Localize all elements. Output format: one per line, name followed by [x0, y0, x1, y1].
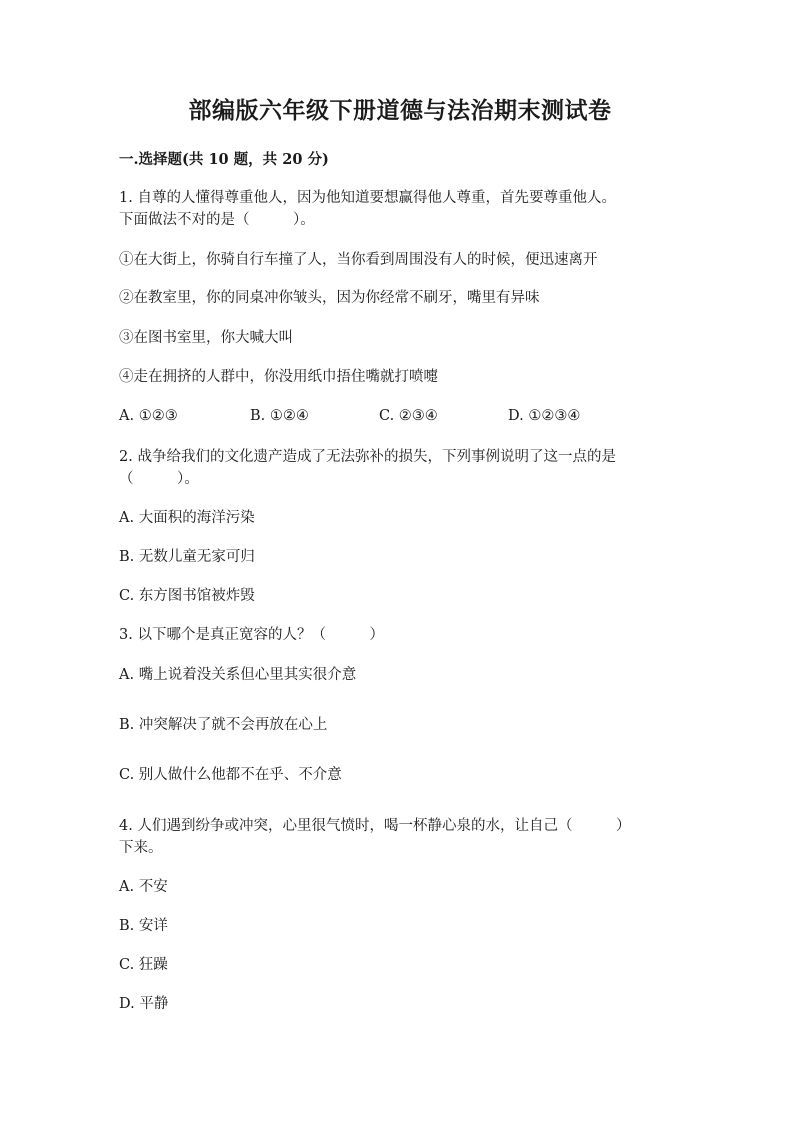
question-2-option-b[interactable]: B. 无数儿童无家可归	[119, 549, 255, 565]
question-2-option-c[interactable]: C. 东方图书馆被炸毁	[119, 588, 255, 604]
question-3-option-a[interactable]: A. 嘴上说着没关系但心里其实很介意	[119, 667, 357, 683]
question-1-statement-3: ③在图书室里，你大喊大叫	[119, 330, 293, 346]
question-4-stem-line-2: 下来。	[119, 840, 163, 856]
section-heading: 一.选择题(共 10 题，共 20 分)	[119, 151, 329, 168]
question-4-option-b[interactable]: B. 安详	[119, 918, 168, 934]
question-2-stem-line-1: 2. 战争给我们的文化遗产造成了无法弥补的损失，下列事例说明了这一点的是	[119, 449, 616, 465]
question-1-stem-line-1: 1. 自尊的人懂得尊重他人，因为他知道要想赢得他人尊重，首先要尊重他人。	[119, 190, 616, 206]
question-1-option-a[interactable]: A. ①②③	[119, 408, 178, 424]
question-4-option-d[interactable]: D. 平静	[119, 996, 169, 1012]
question-3-option-b[interactable]: B. 冲突解决了就不会再放在心上	[119, 717, 328, 733]
question-2-stem-line-2: （ ）。	[119, 471, 199, 487]
question-4-stem-line-1: 4. 人们遇到纷争或冲突，心里很气愤时，喝一杯静心泉的水，让自己（ ）	[119, 818, 631, 834]
question-3-stem-line-1: 3. 以下哪个是真正宽容的人？（ ）	[119, 627, 384, 643]
question-4-option-c[interactable]: C. 狂躁	[119, 957, 168, 973]
question-2-option-a[interactable]: A. 大面积的海洋污染	[119, 510, 255, 526]
question-1-stem-line-2: 下面做法不对的是（ ）。	[119, 212, 315, 228]
question-1-statement-2: ②在教室里，你的同桌冲你皱头，因为你经常不刷牙，嘴里有异味	[119, 290, 540, 306]
question-1-option-d[interactable]: D. ①②③④	[508, 408, 581, 424]
question-3-option-c[interactable]: C. 别人做什么他都不在乎、不介意	[119, 767, 342, 783]
question-1-option-b[interactable]: B. ①②④	[250, 408, 309, 424]
page-title: 部编版六年级下册道德与法治期末测试卷	[188, 97, 612, 124]
question-1-statement-4: ④走在拥挤的人群中，你没用纸巾捂住嘴就打喷嚏	[119, 369, 438, 385]
question-4-option-a[interactable]: A. 不安	[119, 879, 168, 895]
question-1-statement-1: ①在大街上，你骑自行车撞了人，当你看到周围没有人的时候，便迅速离开	[119, 252, 598, 268]
question-1-option-c[interactable]: C. ②③④	[379, 408, 438, 424]
